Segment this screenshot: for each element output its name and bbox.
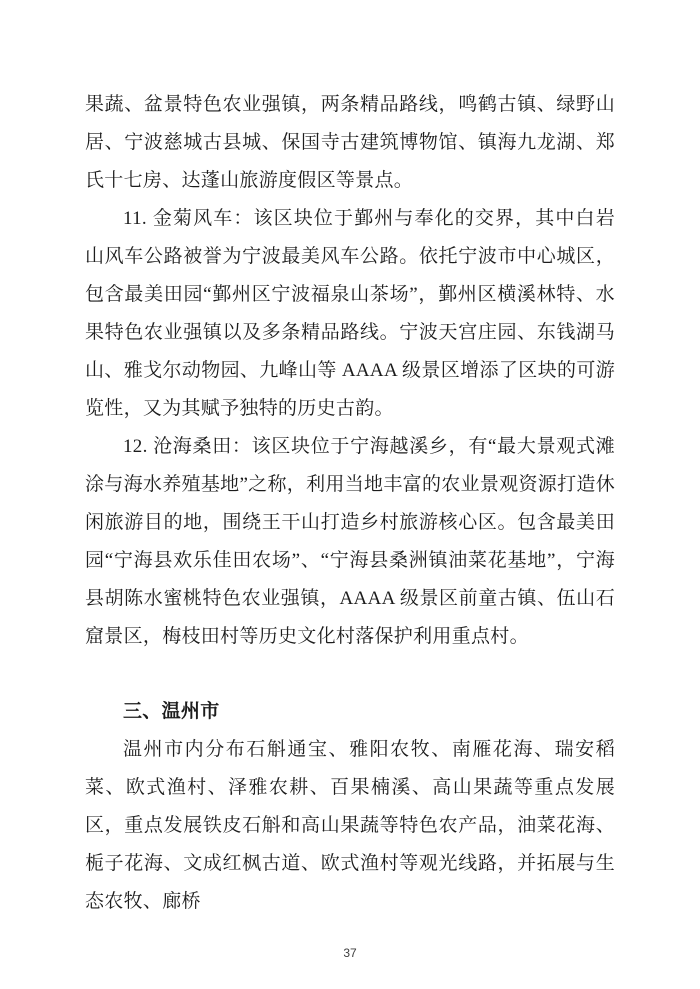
paragraph-item-11-jinju-windmill: 11. 金菊风车：该区块位于鄞州与奉化的交界，其中白岩山风车公路被誉为宁波最美风车公路。依托宁波市中心城区，包含最美田园“鄞州区宁波福泉山茶场”，鄞州区横溪林特、水果特色农业强镇以及多条精品路线。宁波天宫庄园、东钱湖马山、雅戈尔动物园、九峰山等 AAAA 级景区增添了区块的可游览性，又为其赋予独特的历史古韵。 [85, 208, 615, 419]
paragraph-item-12-canghai-sangtian: 12. 沧海桑田：该区块位于宁海越溪乡，有“最大景观式滩涂与海水养殖基地”之称，利用当地丰富的农业景观资源打造休闲旅游目的地，围绕王干山打造乡村旅游核心区。包含最美田园“宁海县欢乐佳田农场”、“宁海县桑洲镇油菜花基地”，宁海县胡陈水蜜桃特色农业强镇，AAAA 级景区前童古镇、伍山石窟景区，梅枝田村等历史文化村落保护利用重点村。 [85, 436, 615, 647]
paragraph-wenzhou-overview: 温州市内分布石斛通宝、雅阳农牧、南雁花海、瑞安稻菜、欧式渔村、泽雅农耕、百果楠溪、高山果蔬等重点发展区，重点发展铁皮石斛和高山果蔬等特色农产品，油菜花海、栀子花海、文成红枫古道、欧式渔村等观光线路，并拓展与生态农牧、廊桥 [85, 739, 615, 912]
paragraph-ningbo-scenic-spots-continuation: 果蔬、盆景特色农业强镇，两条精品路线，鸣鹤古镇、绿野山居、宁波慈城古县城、保国寺古建筑博物馆、镇海九龙湖、郑氏十七房、达蓬山旅游度假区等景点。 [85, 94, 615, 191]
section-heading-wenzhou: 三、温州市 [123, 701, 220, 722]
page-number: 37 [343, 946, 357, 960]
document-body [85, 86, 615, 921]
